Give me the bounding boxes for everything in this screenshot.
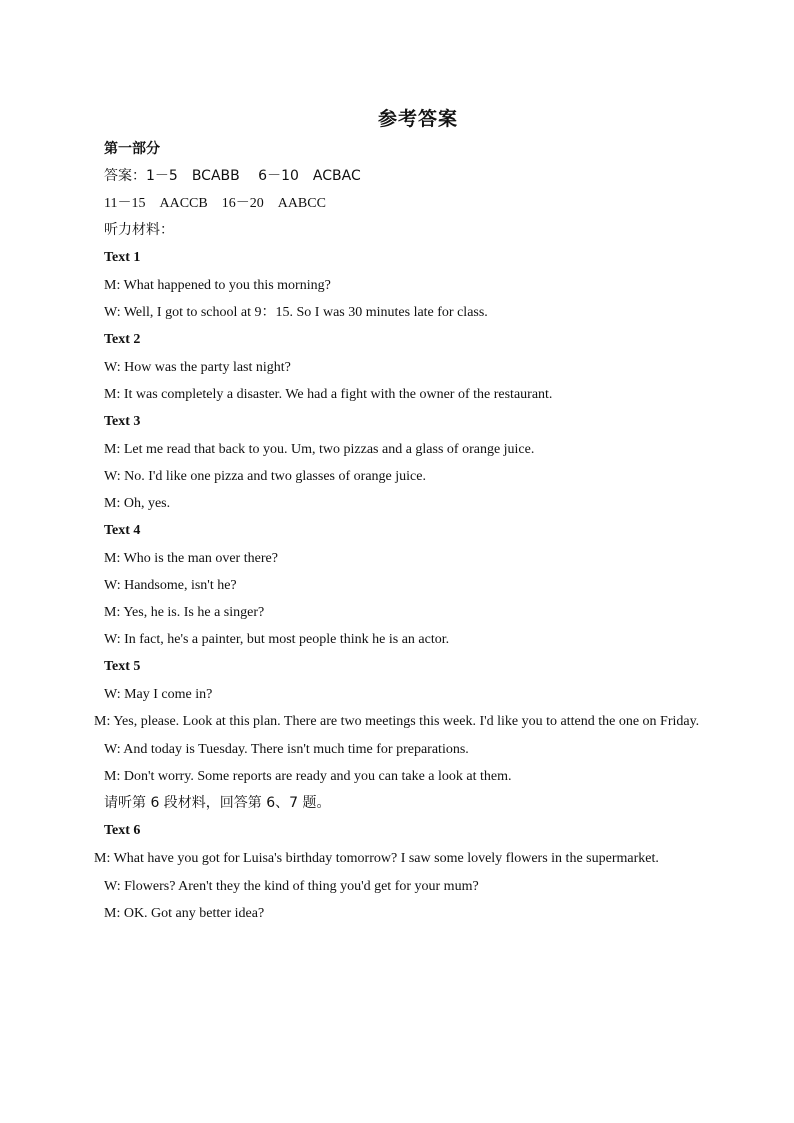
text-2-label: Text 2 — [104, 332, 141, 347]
dialogue-line: M: Don't worry. Some reports are ready and you can take a look at them. — [104, 769, 512, 784]
part-heading: 第一部分 — [104, 141, 160, 157]
dialogue-line: W: No. I'd like one pizza and two glasses of orange juice. — [104, 469, 426, 484]
dialogue-line: M: What happened to you this morning? — [104, 278, 331, 293]
dialogue-line: M: It was completely a disaster. We had a fight with the owner of the restaurant. — [104, 387, 553, 402]
dialogue-line: M: Oh, yes. — [104, 496, 171, 511]
text-3-label: Text 3 — [104, 414, 141, 429]
dialogue-line: W: How was the party last night? — [104, 360, 291, 375]
dialogue-line: W: May I come in? — [104, 687, 213, 702]
dialogue-line: W: Handsome, isn't he? — [104, 578, 237, 593]
materials-label: 听力材料： — [104, 222, 174, 238]
page-title: 参考答案 — [377, 108, 458, 130]
dialogue-line: W: In fact, he's a painter, but most people think he is an actor. — [104, 632, 450, 647]
document-content — [94, 136, 720, 927]
dialogue-line: W: Well, I got to school at 9：15. So I was 30 minutes late for class. — [104, 305, 488, 320]
dialogue-line: W: And today is Tuesday. There isn't much time for preparations. — [104, 742, 469, 757]
text-4-label: Text 4 — [104, 523, 141, 538]
text-5-label: Text 5 — [104, 659, 141, 674]
text-1-label: Text 1 — [104, 250, 141, 265]
dialogue-paragraph: M: Yes, please. Look at this plan. There are two meetings this week. I'd like you to attend the one on Friday. — [94, 714, 700, 729]
dialogue-line: W: Flowers? Aren't they the kind of thing you'd get for your mum? — [104, 879, 479, 894]
dialogue-line: M: Who is the man over there? — [104, 551, 278, 566]
dialogue-line: M: Yes, he is. Is he a singer? — [104, 605, 265, 620]
answers-line-2: 11－15 AACCB 16－20 AABCC — [104, 196, 326, 211]
dialogue-paragraph: M: What have you got for Luisa's birthday tomorrow? I saw some lovely flowers in the supermarket. — [94, 851, 659, 866]
text-6-label: Text 6 — [104, 823, 141, 838]
answers-line-1: 答案：1－5 BCABB 6－10 ACBAC — [104, 168, 361, 184]
instruction-text-6: 请听第 6 段材料，回答第 6、7 题。 — [104, 795, 331, 811]
dialogue-line: M: OK. Got any better idea? — [104, 906, 265, 921]
dialogue-line: M: Let me read that back to you. Um, two pizzas and a glass of orange juice. — [104, 442, 535, 457]
